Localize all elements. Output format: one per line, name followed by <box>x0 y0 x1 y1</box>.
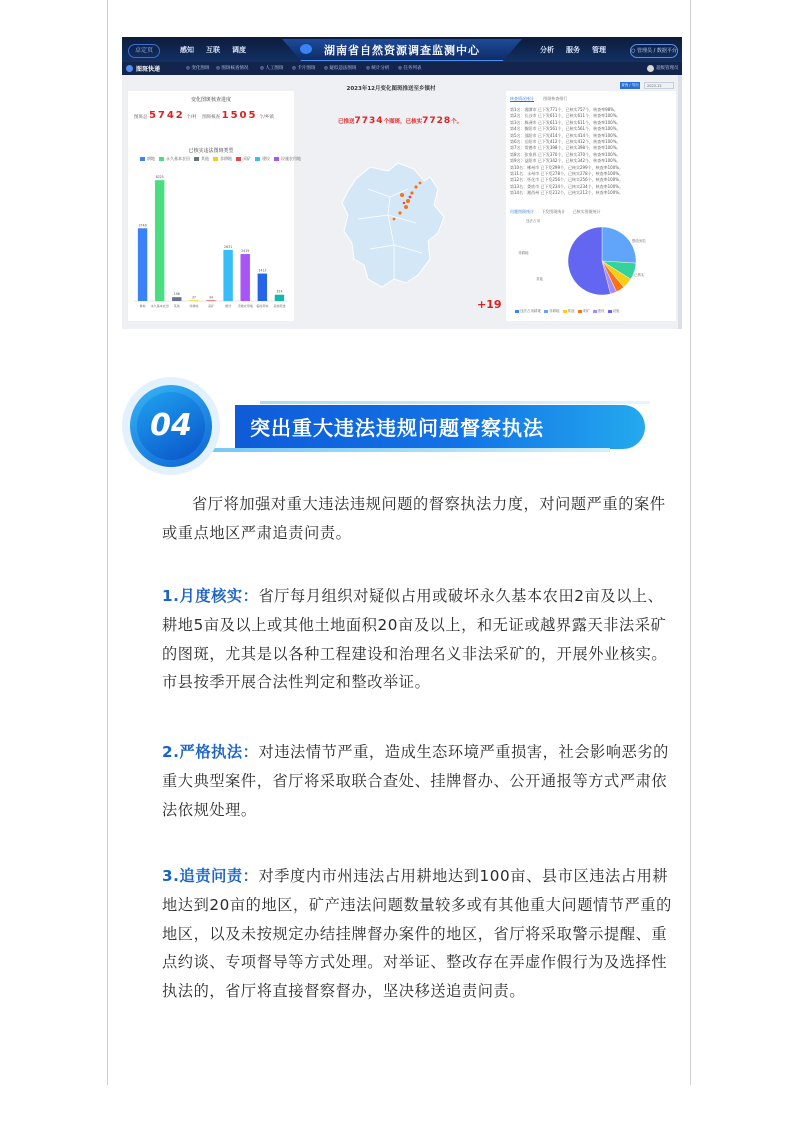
dashboard-screenshot <box>122 37 682 329</box>
legend-swatch <box>194 157 199 161</box>
ranking-line: 第10名：郴州市 已下发299个，已核实299个，核查率100%。 <box>510 164 624 170</box>
item2-body: 对违法情节严重，造成生态环境严重损害，社会影响恶劣的重大典型案件，省厅将采取联合查处、挂牌督办、公开通报等方式严肃依法依规处理。 <box>162 743 669 819</box>
ranking-list <box>510 107 660 197</box>
map-point <box>393 218 396 221</box>
tab-issued-stats[interactable]: 下发图斑统计 <box>541 209 566 214</box>
legend-label: 耕地 <box>147 156 155 161</box>
ranking-line: 第14名：湘西州 已下发212个，已核实212个，核查率100%。 <box>510 190 624 196</box>
dashboard-title: 湖南省自然资源调查监测中心 <box>324 44 480 57</box>
bar-value-label: 37 <box>191 295 196 300</box>
sub-menu-item[interactable]: ◎ 变化图斑 <box>186 66 210 71</box>
item2-lead: 2.严格执法： <box>162 743 259 761</box>
ranking-line: 第6名：岳阳市 已下发412个，已核实412个，核查率100%。 <box>510 139 621 145</box>
count-unit-2: 个/乡镇 <box>258 115 274 120</box>
map-point <box>419 182 422 185</box>
progress-counts <box>134 110 294 121</box>
bar-value-label: 2419 <box>241 249 250 254</box>
bar-value-label: 2631 <box>224 244 233 249</box>
pie-slice <box>602 227 636 263</box>
map-count-post: 个。 <box>451 119 463 125</box>
pie-label: 整改到位 <box>632 239 646 243</box>
section-header-underline <box>210 448 610 452</box>
pie-legend <box>512 309 620 314</box>
legend-label: 采矿 <box>582 309 590 313</box>
ranking-line: 第13名：娄底市 已下发234个，已核实234个，核查率100%。 <box>510 183 624 189</box>
map-count-value-1: 7734 <box>354 116 384 126</box>
bar <box>172 297 181 301</box>
pie-label: 违法占用 <box>526 219 540 223</box>
progress-panel <box>128 91 301 321</box>
legend-swatch <box>255 157 260 161</box>
ranking-tabs <box>510 96 567 102</box>
tab-ranking[interactable]: 图斑核查排行 <box>543 96 568 101</box>
legend-label: 其他 <box>567 309 575 313</box>
bar-value-label: 6225 <box>155 175 164 180</box>
bar-category-label: 设施农用地 <box>237 304 253 308</box>
pie-label: 已核实 <box>634 273 645 277</box>
intro-paragraph <box>162 490 672 548</box>
tab-check-stats[interactable]: 核查情况统计 <box>510 96 534 101</box>
bar-category-label: 临时用地 <box>256 304 269 308</box>
nav-item-manage[interactable]: 管理 <box>592 46 606 54</box>
progress-panel-title: 变化图斑核查进度 <box>190 97 231 103</box>
bar <box>241 254 250 301</box>
bar-category-label: 非耕地 <box>189 304 199 308</box>
scrollbar[interactable] <box>678 75 682 329</box>
bar <box>275 295 284 301</box>
bar-value-label: 34 <box>208 295 214 300</box>
bar-value-label: 324 <box>276 289 283 294</box>
ranking-line: 第5名：邵阳市 已下发414个，已核实414个，核查率100%。 <box>510 132 621 138</box>
legend-label: 设施 <box>612 309 620 313</box>
section-title: 突出重大违法违规问题督察执法 <box>250 416 544 440</box>
query-button[interactable]: 查询 / 导出 <box>621 83 639 87</box>
ranking-line: 第9名：益阳市 已下发342个，已核实342个，核查率100%。 <box>510 158 621 164</box>
map-count-value-2: 7728 <box>422 116 452 126</box>
dashboard-header <box>122 37 682 62</box>
bar-value-label: 3746 <box>138 223 147 228</box>
map-point <box>406 199 410 203</box>
bar-category-label: 永久基本农田 <box>150 304 169 308</box>
legend-label: 非耕地 <box>220 156 232 161</box>
ranking-panel <box>506 91 676 321</box>
item3-body: 对季度内市州违法占用耕地达到100亩、县市区违法占用耕地达到20亩的地区，矿产违法问题数量较多或有其他重大问题情节严重的地区，以及未按规定办结挂牌督办案件的地区，省厅将采取警示提醒、重点约谈、专项督导等方式处理。对举证、整改存在弄虚作假行为及选择性执法的，省厅将直接督察督办，坚决移送追责问责。 <box>162 867 672 1001</box>
legend-swatch <box>140 157 145 161</box>
bar-value-label: 1413 <box>258 268 267 273</box>
map-point <box>403 202 405 204</box>
tab-verified-stats[interactable]: 已核实图斑统计 <box>572 209 601 214</box>
map-point <box>410 191 413 194</box>
province-shape <box>342 163 444 287</box>
sub-menu-item[interactable]: ◎ 图斑核查情况 <box>216 66 249 71</box>
avatar[interactable] <box>647 65 654 72</box>
legend-label: 建设 <box>597 309 605 313</box>
pie-chart <box>506 217 676 307</box>
back-button[interactable]: 卓定页 <box>128 44 160 58</box>
bar <box>258 274 267 301</box>
ranking-line: 第1名：湘潭市 已下发771个，已核实757个，核查率98%。 <box>510 107 618 112</box>
pie-tabs <box>510 209 601 215</box>
date-select[interactable]: 2023-12 <box>644 82 674 89</box>
bar-value-label: 196 <box>173 292 180 297</box>
legend-swatch <box>274 157 279 161</box>
bar-chart-title: 已核实违法图斑类型 <box>188 148 234 154</box>
legend-label: 建设 <box>262 156 270 161</box>
sub-nav-bar <box>122 62 682 75</box>
map-title: 2023年12月变化图斑推送至乡镇村 <box>346 86 436 92</box>
legend-label: 其他 <box>201 156 209 161</box>
map-point <box>404 205 408 209</box>
page-rail-left <box>107 0 108 1085</box>
bar-category-label: 其他用途 <box>273 304 286 308</box>
section-header-accent <box>260 401 650 404</box>
sub-menu-item[interactable]: ◎ 卡片图斑 <box>292 66 316 71</box>
legend-swatch <box>593 310 597 313</box>
item1-lead: 1.月度核实： <box>162 587 259 605</box>
ranking-line: 第4名：衡阳市 已下发561个，已核实561个，核查率100%。 <box>510 126 621 132</box>
nav-item-sense[interactable]: 感知 <box>180 46 194 54</box>
item3-lead: 3.追责问责： <box>162 867 259 885</box>
count-unit-1: 个/村 <box>186 115 197 120</box>
count-label-1: 图斑总 <box>134 115 148 120</box>
legend-label: 采矿 <box>243 156 251 161</box>
bar-category-label: 耕地 <box>139 304 146 308</box>
sub-menu-item[interactable]: ◎ 任务列表 <box>398 66 422 71</box>
legend-label: 设施农用地 <box>281 156 301 161</box>
nav-item-dispatch[interactable]: 调度 <box>232 46 246 54</box>
tab-problem-stats[interactable]: 问题图斑统计 <box>510 209 534 214</box>
bar <box>223 250 232 301</box>
map-point <box>409 196 412 199</box>
bar-chart <box>128 163 294 321</box>
map-panel <box>298 79 484 321</box>
count-label-2: 图斑核查 <box>202 115 221 120</box>
bar <box>138 228 147 301</box>
pie-label: 其他 <box>536 277 543 281</box>
sub-nav-title: 图斑快递 <box>136 66 161 73</box>
intro-text: 省厅将加强对重大违法违规问题的督察执法力度，对问题严重的案件或重点地区严肃追责问责。 <box>162 495 666 542</box>
item1-body: 省厅每月组织对疑似占用或破坏永久基本农田2亩及以上、耕地5亩及以上或其他土地面积20亩及以上，和无证或越界露天非法采矿的图斑，尤其是以各种工程建设和治理名义非法采矿的，开展外业核实。市县按季开展合法性判定和整改举证。 <box>162 587 668 692</box>
map-count-mid: 个图斑，已核实 <box>383 119 423 125</box>
nav-item-analysis[interactable]: 分析 <box>540 46 554 54</box>
legend-label: 非耕地 <box>549 309 560 313</box>
item3-paragraph <box>162 862 672 1006</box>
ranking-line: 第3名：株洲市 已下发611个，已核实611个，核查率100%。 <box>510 119 621 125</box>
increment-badge: +19 <box>477 298 502 311</box>
pie-label: 非耕地 <box>518 251 529 255</box>
bar-category-label: 其他 <box>173 304 180 308</box>
count-value-2: 1505 <box>221 110 258 121</box>
map-point <box>398 211 401 214</box>
ranking-line: 第8名：张家界 已下发370个，已核实370个，核查率100%。 <box>510 151 621 157</box>
app-logo-icon <box>126 65 133 72</box>
legend-label: 永久基本农田 <box>166 156 190 161</box>
legend-swatch <box>578 310 582 313</box>
ranking-line: 第12名：怀化市 已下发256个，已核实256个，核查率100%。 <box>510 177 624 183</box>
item1-paragraph <box>162 582 672 697</box>
legend-swatch <box>159 157 164 161</box>
bar-category-label: 建设 <box>225 304 232 308</box>
user-menu-button[interactable]: ○ 管理员 / 数据平台 <box>630 44 678 58</box>
map-point <box>400 193 404 197</box>
page-rail-right <box>690 0 691 1085</box>
user-name: 超级管理员 <box>656 66 679 71</box>
nav-item-connect[interactable]: 互联 <box>206 46 220 54</box>
legend-swatch <box>563 310 567 313</box>
section-number: 04 <box>150 408 192 443</box>
hunan-map[interactable] <box>298 119 484 319</box>
bar <box>206 300 215 301</box>
bar-category-label: 采矿 <box>207 304 215 308</box>
legend-swatch <box>236 157 241 161</box>
legend-swatch <box>213 157 218 161</box>
count-value-1: 5742 <box>148 110 185 121</box>
ranking-line: 第7名：常德市 已下发398个，已核实398个，核查率100%。 <box>510 145 621 151</box>
nav-item-service[interactable]: 服务 <box>566 46 580 54</box>
ranking-line: 第11名：永州市 已下发278个，已核实278个，核查率100%。 <box>510 171 624 177</box>
sub-menu-item[interactable]: ◎ 统计分析 <box>366 66 390 71</box>
ranking-line: 第2名：长沙市 已下发611个，已核实611个，核查率100%。 <box>510 113 621 119</box>
legend-swatch <box>544 310 548 313</box>
map-point <box>414 185 417 188</box>
bar <box>155 180 164 301</box>
bar-chart-legend <box>136 156 301 162</box>
legend-swatch <box>608 310 612 313</box>
sub-menu-item[interactable]: ◎ 人工图斑 <box>260 66 284 71</box>
legend-swatch <box>515 310 519 313</box>
legend-label: 违法占用耕地 <box>520 309 541 313</box>
map-count-pre: 已推送 <box>338 119 355 125</box>
item2-paragraph <box>162 738 672 824</box>
sub-menu-item[interactable]: ◎ 疑似违法图斑 <box>324 66 357 71</box>
bar <box>189 300 198 301</box>
